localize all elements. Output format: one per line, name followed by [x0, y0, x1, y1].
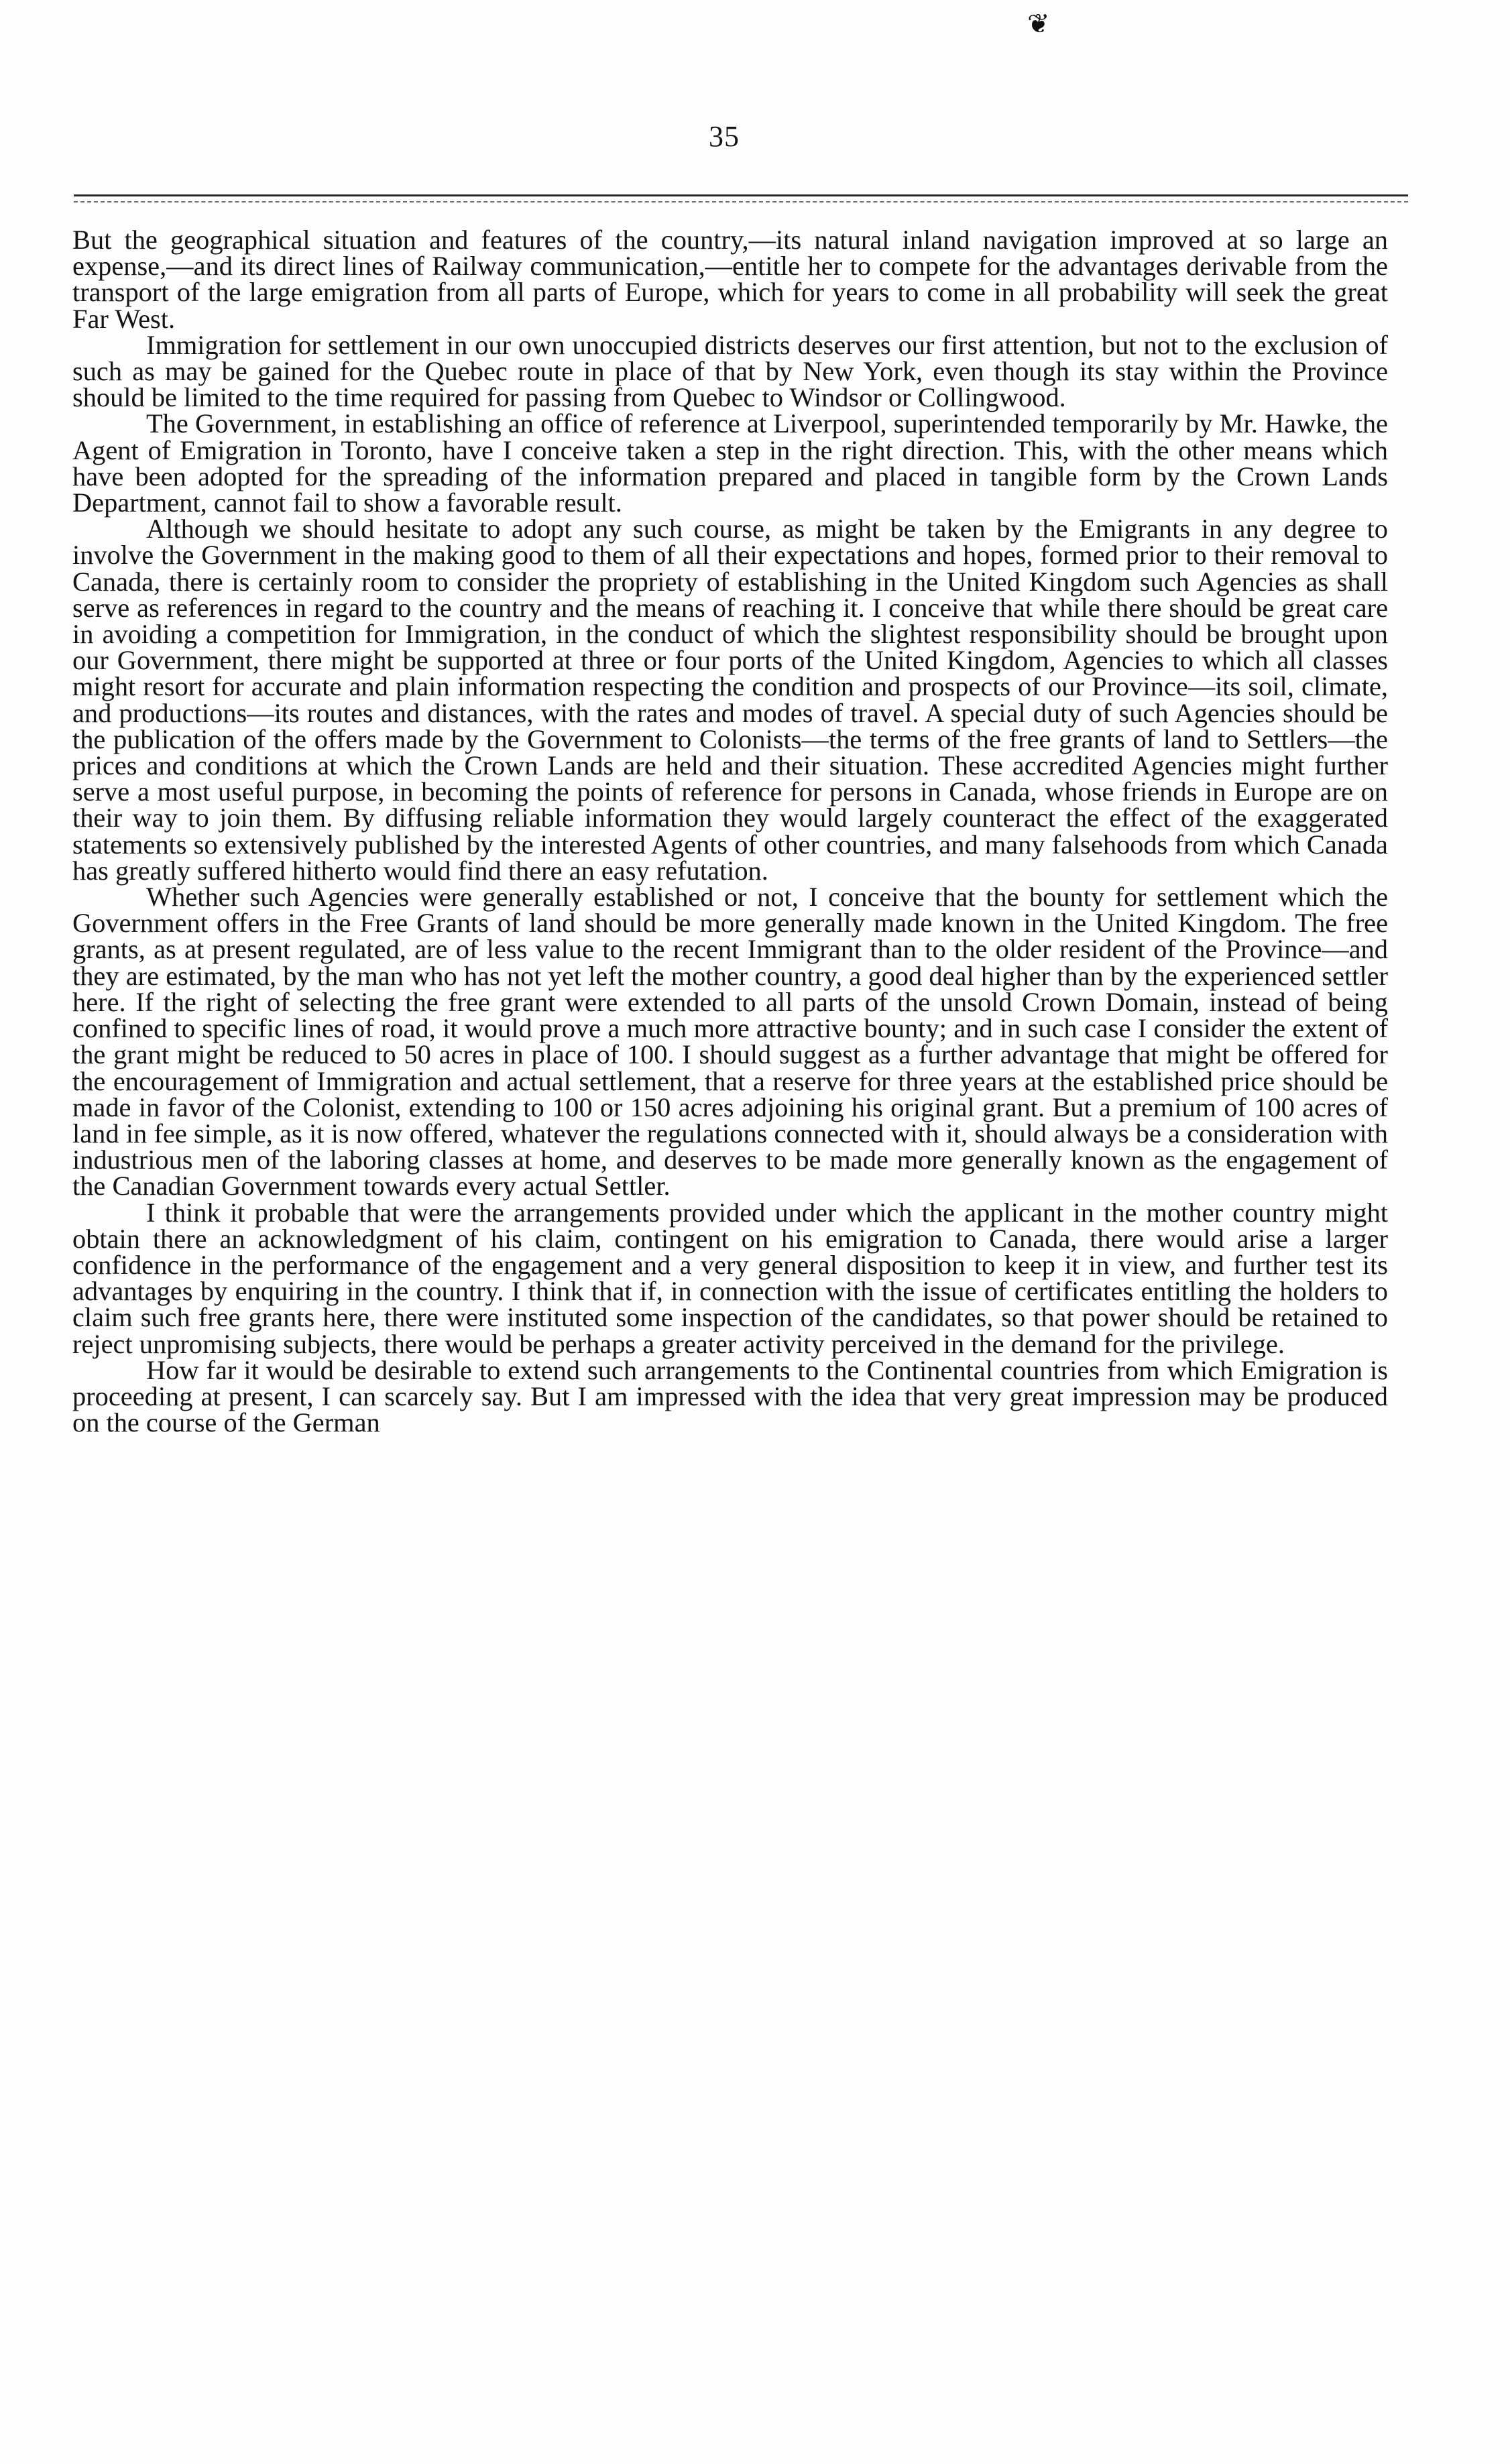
header-rule-dashed: [74, 201, 1408, 202]
paragraph-5: Whether such Agencies were generally established or not, I conceive that the bounty for settlement which the Government offers in the Free Grants of land should be more generally made known in the United Kingdom. The free grants, as at present regulated, are of less value to the recent Immigrant than to the older resident of the Province—and they are estimated, by the man who has not yet left the mother country, a good deal higher than by the experienced settler here. If the right of selecting the free grant were extended to all parts of the unsold Crown Domain, instead of being confined to specific lines of road, it would prove a much more attractive bounty; and in such case I consider the extent of the grant might be reduced to 50 acres in place of 100. I should suggest as a further advantage that might be offered for the encouragement of Immigration and actual settlement, that a reserve for three years at the established price should be made in favor of the Colonist, extending to 100 or 150 acres adjoining his original grant. But a premium of 100 acres of land in fee simple, as it is now offered, whatever the regulations connected with it, should always be a consideration with industrious men of the laboring classes at home, and deserves to be made more generally known as the engagement of the Canadian Government towards every actual Settler.: [72, 882, 1388, 1201]
ink-blot-mark: ❦: [1027, 9, 1050, 39]
paragraph-6: I think it probable that were the arrangements provided under which the applicant in the mother country might obtain there an acknowledgment of his claim, contingent on his emigration to Canada, there would arise a larger confidence in the performance of the engagement and a very general disposition to keep it in view, and further test its advantages by enquiring in the country. I think that if, in connection with the issue of certificates entitling the holders to claim such free grants here, there were instituted some inspection of the candidates, so that power should be retained to reject unpromising subjects, there would be perhaps a greater activity perceived in the demand for the privilege.: [72, 1197, 1388, 1359]
paragraph-3: The Government, in establishing an office of reference at Liverpool, superintended temporarily by Mr. Hawke, the Agent of Emigration in Toronto, have I conceive taken a step in the right direction. This, with the other means which have been adopted for the spreading of the information prepared and placed in tangible form by the Crown Lands Department, cannot fail to show a favorable result.: [72, 408, 1388, 518]
paragraph-7: How far it would be desirable to extend such arrangements to the Continental countries from which Emigration is proceeding at present, I can scarcely say. But I am impressed with the idea that very great impression may be produced on the course of the German: [72, 1354, 1388, 1438]
body-text: [72, 225, 1388, 1438]
page-number: 35: [709, 120, 740, 153]
header-rule: [74, 194, 1408, 196]
paragraph-1: But the geographical situation and features of the country,—its natural inland navigation improved at so large an expense,—and its direct lines of Railway communication,—entitle her to compete for the advantages derivable from the transport of the large emigration from all parts of Europe, which for years to come in all probability will seek the great Far West.: [72, 225, 1388, 334]
paragraph-4: Although we should hesitate to adopt any such course, as might be taken by the Emigrants in any degree to involve the Government in the making good to them of all their expectations and hopes, formed prior to their removal to Canada, there is certainly room to consider the propriety of establishing in the United Kingdom such Agencies as shall serve as references in regard to the country and the means of reaching it. I conceive that while there should be great care in avoiding a competition for Immigration, in the conduct of which the slightest responsibility should be brought upon our Government, there might be supported at three or four ports of the United Kingdom, Agencies to which all classes might resort for accurate and plain information respecting the condition and prospects of our Province—its soil, climate, and productions—its routes and distances, with the rates and modes of travel. A special duty of such Agencies should be the publication of the offers made by the Government to Colonists—the terms of the free grants of land to Settlers—the prices and conditions at which the Crown Lands are held and their situation. These accredited Agencies might further serve a most useful purpose, in becoming the points of reference for persons in Canada, whose friends in Europe are on their way to join them. By diffusing reliable information they would largely counteract the effect of the exaggerated statements so extensively published by the interested Agents of other countries, and many falsehoods from which Canada has greatly suffered hitherto would find there an easy refutation.: [72, 514, 1388, 886]
paragraph-2: Immigration for settlement in our own unoccupied districts deserves our first attention, but not to the exclusion of such as may be gained for the Quebec route in place of that by New York, even though its stay within the Province should be limited to the time required for passing from Quebec to Windsor or Collingwood.: [72, 329, 1388, 413]
